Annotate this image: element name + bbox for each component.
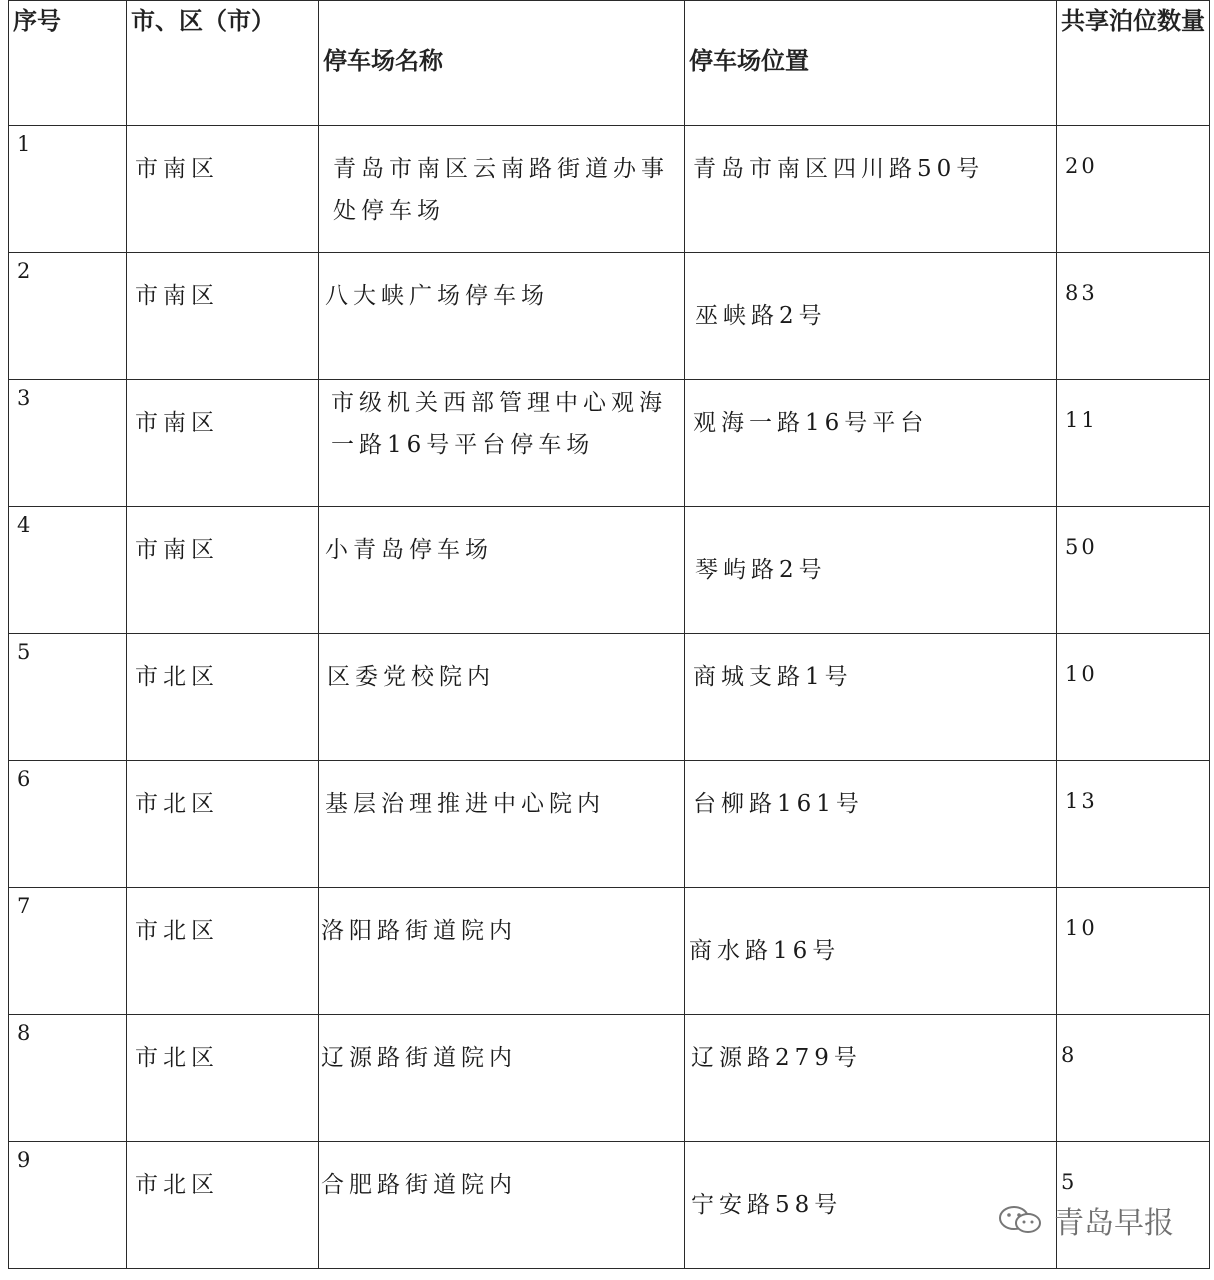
row-name: 基层治理推进中心院内 [319,761,685,888]
row-index: 8 [9,1015,127,1142]
header-row [9,1,1210,126]
watermark-text: 青岛早报 [1054,1206,1174,1241]
row-location: 观海一路16号平台 [685,380,1057,507]
row-spots: 20 [1057,126,1210,253]
row-index: 7 [9,888,127,1015]
row-index: 1 [9,126,127,253]
table-row [9,888,1210,1015]
row-location: 台柳路161号 [685,761,1057,888]
header-location: 停车场位置 [685,1,1057,126]
table-row [9,1015,1210,1142]
table-row [9,507,1210,634]
row-index: 6 [9,761,127,888]
table-row [9,634,1210,761]
row-spots: 5 [1057,1142,1210,1269]
row-district: 市北区 [127,1142,319,1269]
row-district: 市南区 [127,253,319,380]
row-district: 市北区 [127,1015,319,1142]
row-district: 市北区 [127,761,319,888]
row-name: 辽源路街道院内 [319,1015,685,1142]
row-location: 宁安路58号 [685,1142,1057,1269]
row-index: 9 [9,1142,127,1269]
row-name: 小青岛停车场 [319,507,685,634]
row-index: 3 [9,380,127,507]
row-name: 合肥路街道院内 [319,1142,685,1269]
row-spots: 13 [1057,761,1210,888]
row-district: 市南区 [127,380,319,507]
row-spots: 11 [1057,380,1210,507]
row-location: 青岛市南区四川路50号 [685,126,1057,253]
row-district: 市南区 [127,507,319,634]
row-location: 巫峡路2号 [685,253,1057,380]
row-spots: 50 [1057,507,1210,634]
row-name: 洛阳路街道院内 [319,888,685,1015]
row-spots: 8 [1057,1015,1210,1142]
row-location: 商水路16号 [685,888,1057,1015]
row-district: 市南区 [127,126,319,253]
row-spots: 10 [1057,888,1210,1015]
row-district: 市北区 [127,888,319,1015]
parking-table [8,0,1210,1269]
row-index: 4 [9,507,127,634]
row-district: 市北区 [127,634,319,761]
row-location: 商城支路1号 [685,634,1057,761]
header-district: 市、区（市） [127,1,319,126]
header-name: 停车场名称 [319,1,685,126]
row-index: 5 [9,634,127,761]
table-row [9,126,1210,253]
table-row [9,380,1210,507]
row-index: 2 [9,253,127,380]
row-spots: 83 [1057,253,1210,380]
row-spots: 10 [1057,634,1210,761]
row-name: 青岛市南区云南路街道办事处停车场 [319,126,685,253]
header-index: 序号 [9,1,127,126]
row-location: 琴屿路2号 [685,507,1057,634]
watermark [996,1198,1174,1242]
table-row [9,761,1210,888]
row-location: 辽源路279号 [685,1015,1057,1142]
table-row [9,253,1210,380]
wechat-icon [996,1204,1046,1236]
row-name: 区委党校院内 [319,634,685,761]
header-spots: 共享泊位数量 [1057,1,1210,126]
row-name: 市级机关西部管理中心观海一路16号平台停车场 [319,380,685,507]
row-name: 八大峡广场停车场 [319,253,685,380]
